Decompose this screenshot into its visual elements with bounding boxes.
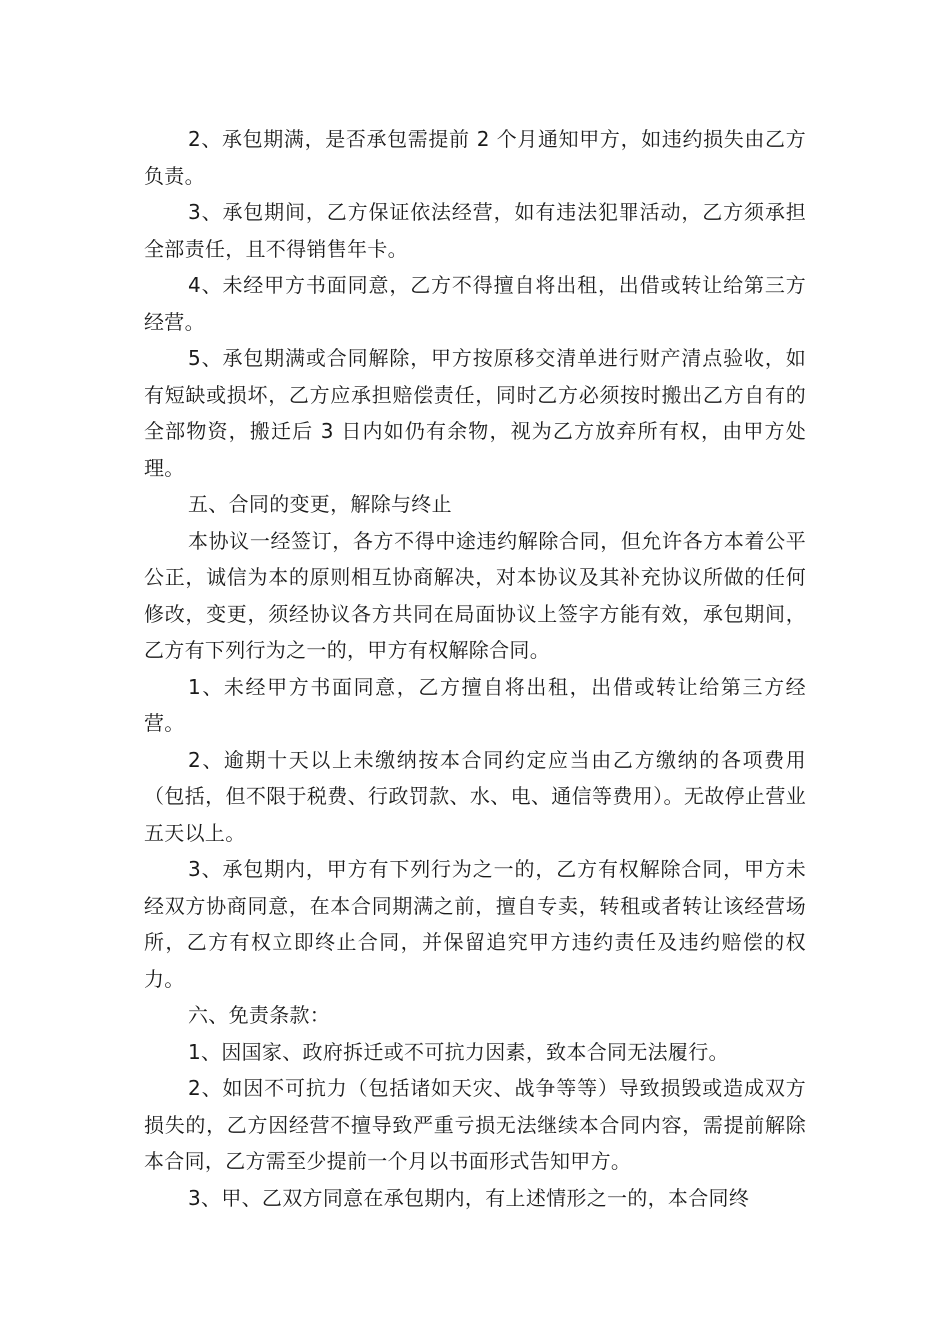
clause-paragraph: 3、承包期间，乙方保证依法经营，如有违法犯罪活动，乙方须承担全部责任，且不得销售年卡。 xyxy=(144,200,806,261)
clause-paragraph: 1、未经甲方书面同意，乙方擅自将出租，出借或转让给第三方经营。 xyxy=(144,674,806,735)
clause-paragraph: 2、逾期十天以上未缴纳按本合同约定应当由乙方缴纳的各项费用（包括，但不限于税费、行政罚款、水、电、通信等费用）。无故停止营业五天以上。 xyxy=(144,747,806,845)
clause-paragraph: 1、因国家、政府拆迁或不可抗力因素，致本合同无法履行。 xyxy=(188,1039,729,1064)
clause-paragraph: 4、未经甲方书面同意，乙方不得擅自将出租，出借或转让给第三方经营。 xyxy=(144,273,806,334)
clause-paragraph: 2、如因不可抗力（包括诸如天灾、战争等等）导致损毁或造成双方损失的，乙方因经营不擅导致严重亏损无法继续本合同内容，需提前解除本合同，乙方需至少提前一个月以书面形式告知甲方。 xyxy=(144,1076,806,1173)
section-heading: 五、合同的变更，解除与终止 xyxy=(188,492,452,516)
clause-paragraph: 3、承包期内，甲方有下列行为之一的，乙方有权解除合同，甲方未经双方协商同意，在本合同期满之前，擅自专卖，转租或者转让该经营场所，乙方有权立即终止合同，并保留追究甲方违约责任及违约赔偿的权力。 xyxy=(144,857,806,991)
clause-paragraph: 3、甲、乙双方同意在承包期内，有上述情形之一的，本合同终 xyxy=(188,1185,750,1210)
clause-paragraph: 本协议一经签订，各方不得中途违约解除合同，但允许各方本着公平公正，诚信为本的原则相互协商解决，对本协议及其补充协议所做的任何修改，变更，须经协议各方共同在局面协议上签字方能有效，承包期间，乙方有下列行为之一的，甲方有权解除合同。 xyxy=(144,528,806,662)
document-body xyxy=(144,121,806,1216)
section-heading: 六、免责条款： xyxy=(188,1003,331,1027)
clause-paragraph: 2、承包期满，是否承包需提前 2 个月通知甲方，如违约损失由乙方负责。 xyxy=(144,127,806,188)
clause-paragraph: 5、承包期满或合同解除，甲方按原移交清单进行财产清点验收，如有短缺或损坏，乙方应承担赔偿责任，同时乙方必须按时搬出乙方自有的全部物资，搬迁后 3 日内如仍有余物，视为乙方放弃所有权，由甲方处理。 xyxy=(144,346,806,480)
